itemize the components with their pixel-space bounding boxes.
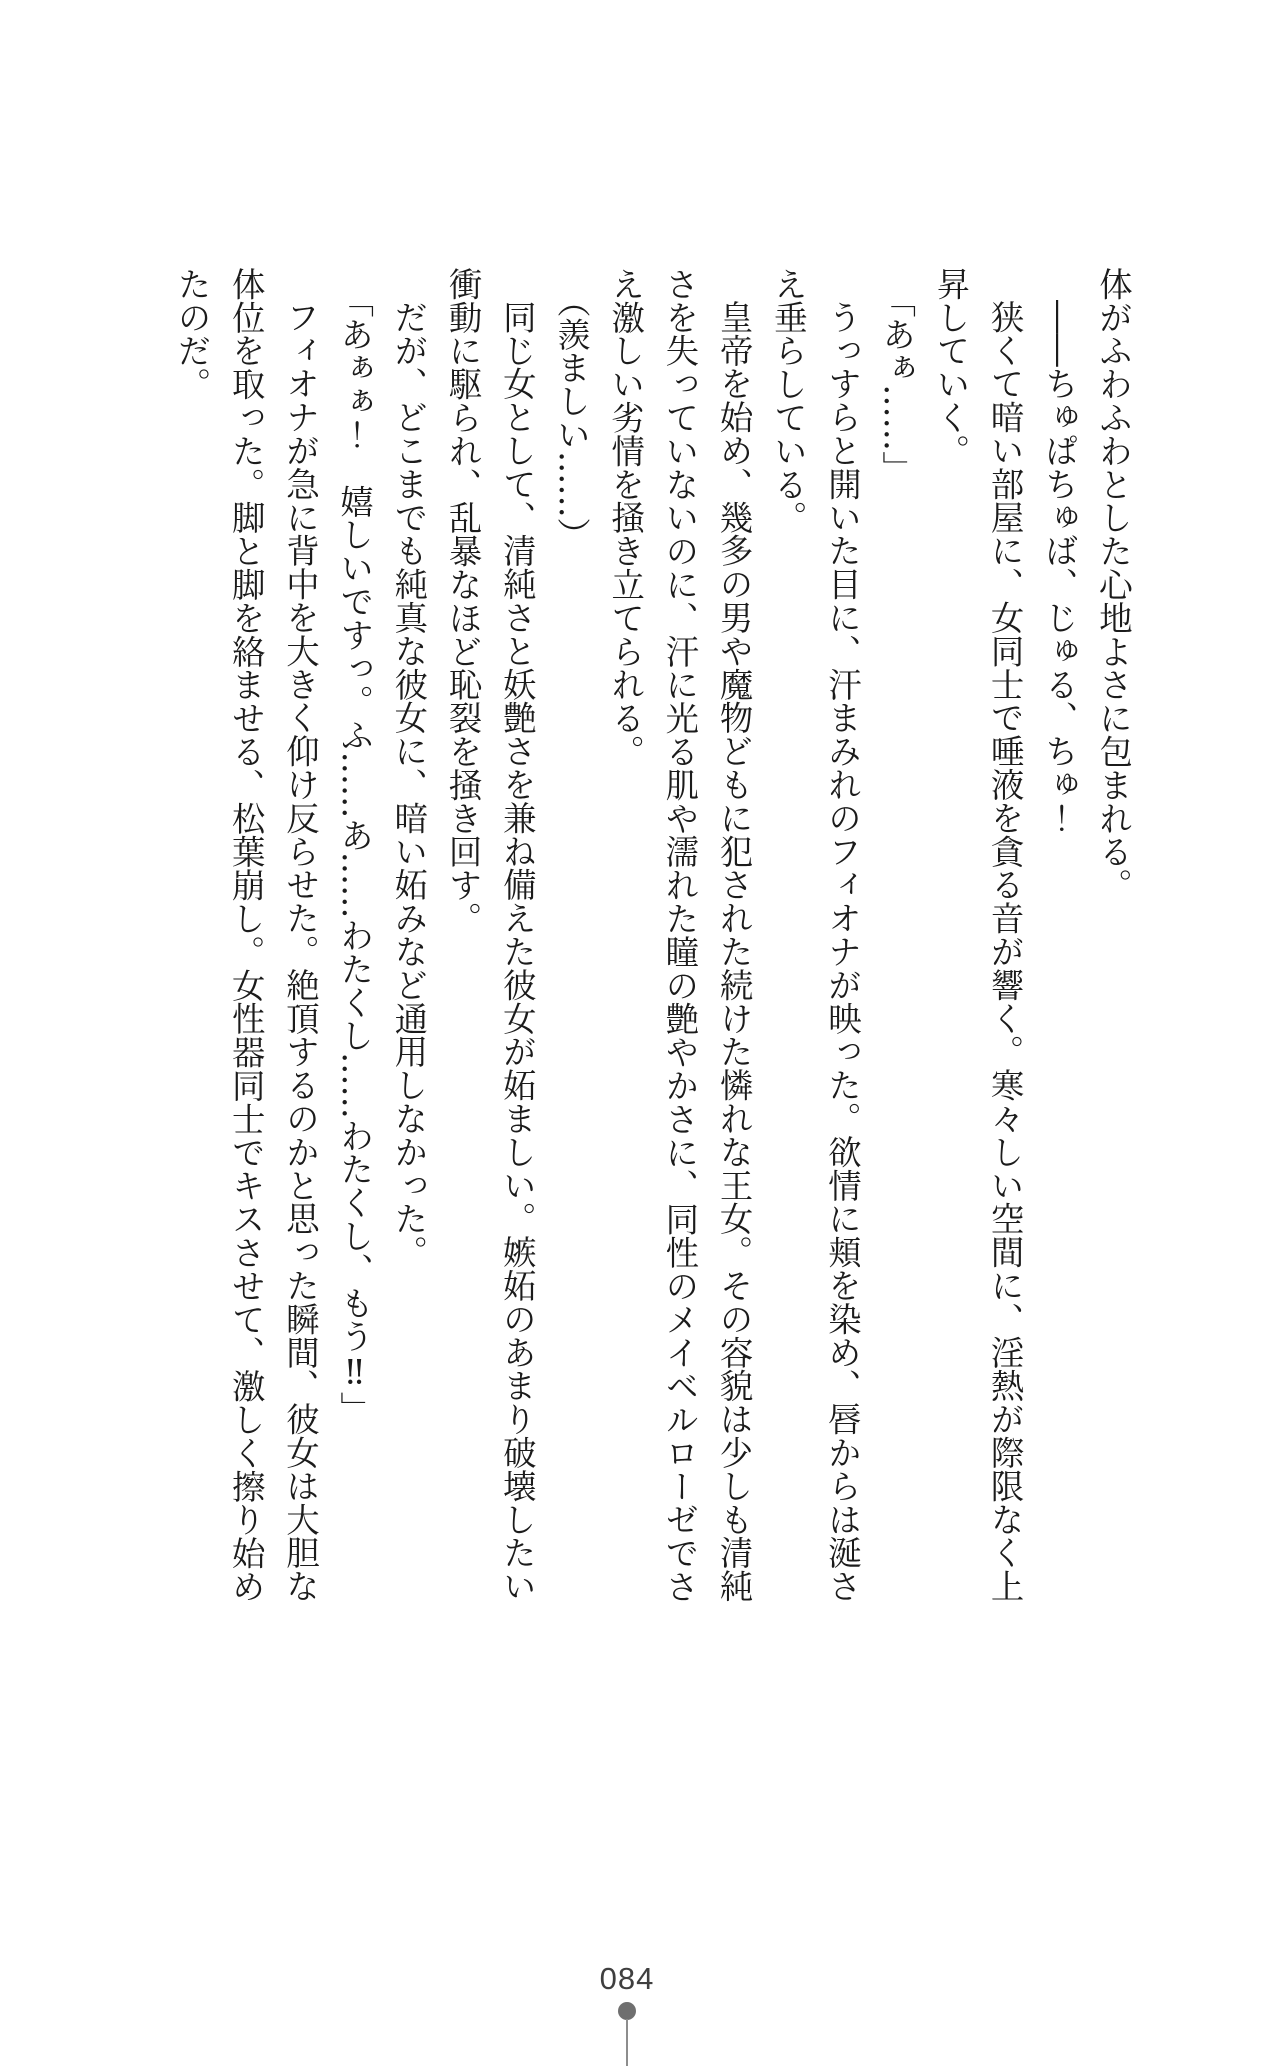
page-footer [0,1955,1263,2066]
page-text [164,267,1140,1607]
paragraph-dialogue: 「あぁ……」 [877,283,917,485]
paragraph: だが、どこまでも純真な彼女に、暗い妬みなど通用しなかった。 [389,300,429,1269]
paragraph: 皇帝を始め、幾多の男や魔物どもに犯された続けた憐れな王女。その容貌は少しも清純さを失っていないのに、汗に光る肌や濡れた瞳の艶やかさに、同性のメイベルローゼでさえ激しい劣情を掻き立てられる。 [606,267,754,1603]
page-marker-line [626,2019,628,2066]
paragraph: 同じ女として、清純さと妖艶さを兼ね備えた彼女が妬ましい。嫉妬のあまり破壊したい衝動に駆られ、乱暴なほど恥裂を掻き回す。 [443,267,537,1603]
paragraph: 狭くて暗い部屋に、女同士で唾液を貪る音が響く。寒々しい空間に、淫熱が際限なく上昇していく。 [931,267,1025,1603]
paragraph-dialogue: 「あぁぁ！ 嬉しいですっ。ふ……あ……わたくし……わたくし、もう‼」 [335,283,375,1425]
paragraph: フィオナが急に背中を大きく仰け反らせた。絶頂するのかと思った瞬間、彼女は大胆な体位を取った。脚と脚を絡ませる、松葉崩し。女性器同士でキスさせて、激しく擦り始めたのだ。 [172,267,320,1603]
paragraph-thought: （羨ましい……） [551,283,591,551]
paragraph: ――ちゅぱちゅば、じゅる、ちゅ！ [1039,300,1079,835]
page-number-label: 084 [599,1961,655,1996]
paragraph: うっすらと開いた目に、汗まみれのフィオナが映った。欲情に頬を染め、唇からは涎さえ垂らしている。 [768,267,862,1603]
page-marker-dot [618,2002,636,2020]
paragraph: 体がふわふわとした心地よさに包まれる。 [1094,267,1133,902]
